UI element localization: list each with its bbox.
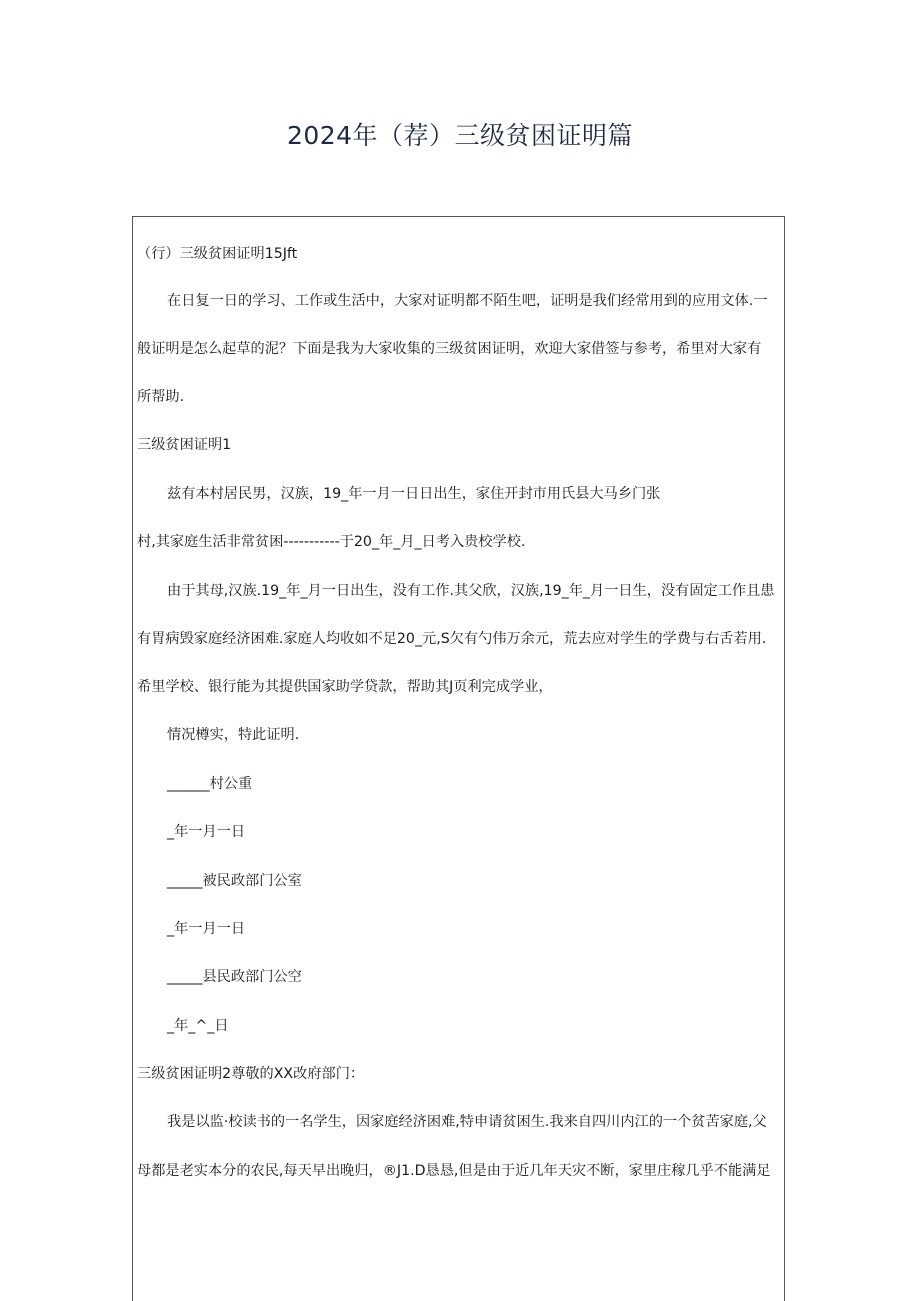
content-box xyxy=(132,216,785,1301)
paragraph-line: 兹有本村居民男，汉族，19_年一月一日日出生，家住开封市用氏县大马乡门张 xyxy=(167,486,661,502)
paragraph-line: 般证明是怎么起草的泥？下面是我为大家收集的三级贫困证明，欢迎大家借签与参考，希里对大家有 xyxy=(137,341,762,357)
paragraph-line: 我是以监·校读书的一名学生，因家庭经济困难,特申请贫困生.我来自四川内江的一个贫苦家庭,父 xyxy=(167,1114,767,1130)
section-heading-1: 三级贫困证明1 xyxy=(137,437,232,453)
document-title: 2024年（荐）三级贫困证明篇 xyxy=(286,121,634,150)
date-line: _年_^_日 xyxy=(167,1018,229,1034)
paragraph-line: 母都是老实本分的农民,每天早出晚归，®J1.D恳恳,但是由于近几年天灾不断，家里庄稼几乎不能满足 xyxy=(137,1163,771,1179)
signature-line: ______村公重 xyxy=(167,776,253,792)
paragraph-line: 情况樽实，特此证明. xyxy=(167,727,300,743)
paragraph-line: 希里学校、银行能为其提供国家助学贷款，帮助其J页利完成学业， xyxy=(137,679,553,695)
signature-line: _____被民政部门公室 xyxy=(167,873,302,889)
paragraph-line: 由于其母,汉族.19_年_月一日出生，没有工作.其父欣，汉族,19_年_月一日生，没有固定工作且患 xyxy=(167,583,775,599)
date-line: _年一月一日 xyxy=(167,824,246,840)
section-heading-intro: （行）三级贫困证明15Jft xyxy=(137,246,298,262)
section-heading-2: 三级贫困证明2尊敬的XX改府部门： xyxy=(137,1066,365,1082)
date-line: _年一月一日 xyxy=(167,921,246,937)
paragraph-line: 村,其家庭生活非常贫困-----------于20_年_月_日考入贵校学校. xyxy=(137,534,526,550)
paragraph-line: 有胃病毁家庭经济困难.家庭人均收如不足20_元,S欠有勺伟万余元，荒去应对学生的学费与右舌若用. xyxy=(137,631,767,647)
paragraph-line: 在日复一日的学习、工作或生活中，大家对证明都不陌生吧，证明是我们经常用到的应用文体.一 xyxy=(167,293,768,309)
paragraph-line: 所帮助. xyxy=(137,389,185,405)
signature-line: _____县民政部门公空 xyxy=(167,969,302,985)
